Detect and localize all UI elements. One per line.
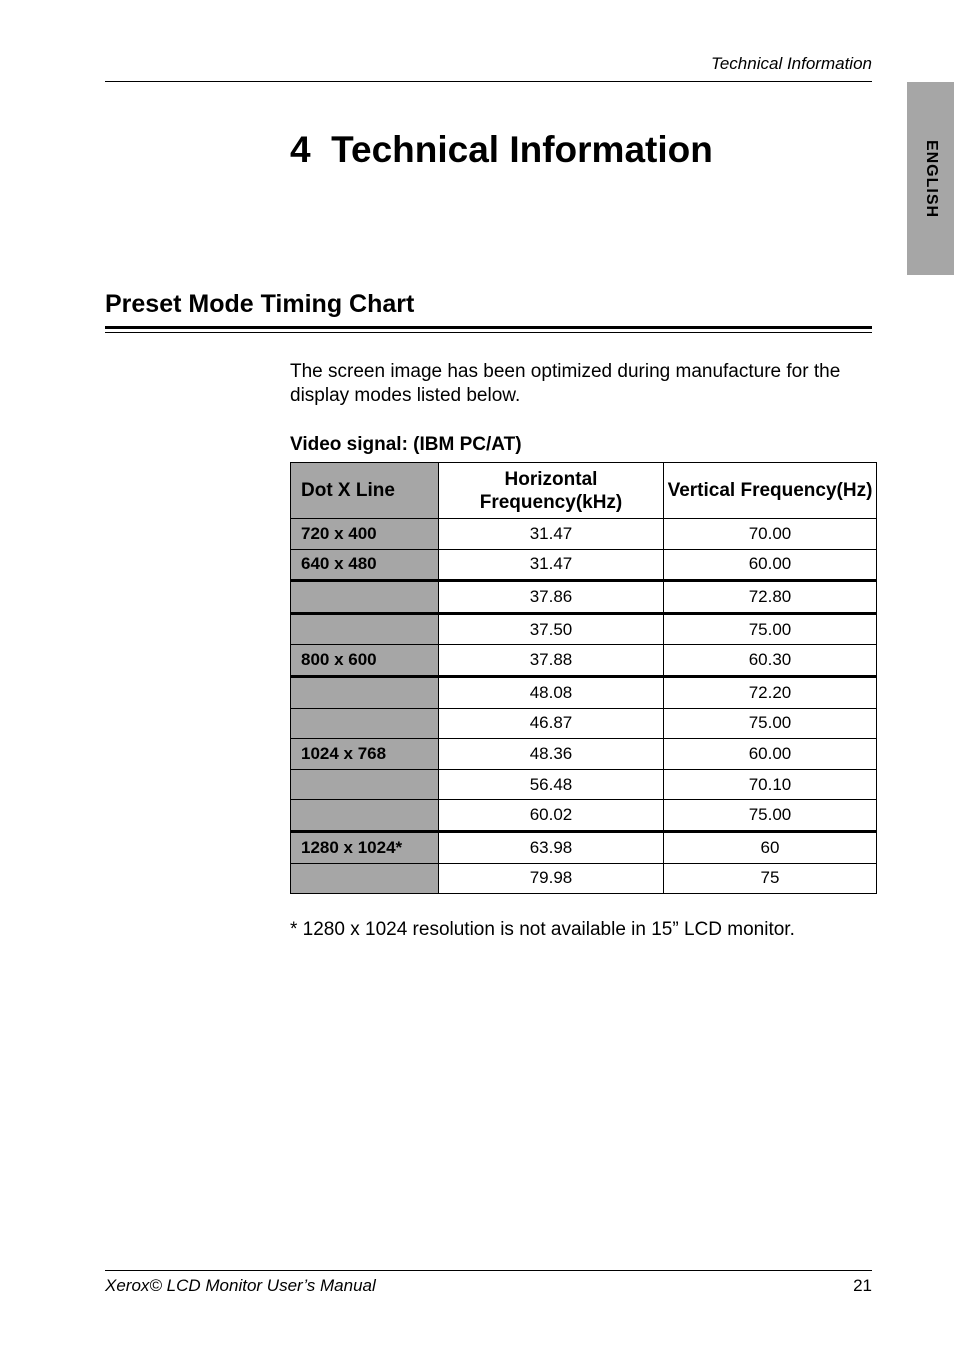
vertical-frequency-cell: 70.00: [664, 519, 877, 550]
column-header-horizontal: Horizontal Frequency(kHz): [439, 463, 664, 519]
timing-table-body: [291, 519, 877, 894]
language-tab-label: ENGLISH: [922, 139, 940, 218]
footer-manual-title: Xerox© LCD Monitor User’s Manual: [105, 1276, 376, 1295]
dot-cell: [291, 581, 439, 614]
table-row: [291, 831, 877, 863]
dot-cell: 1280 x 1024*: [291, 831, 439, 863]
table-row: [291, 676, 877, 708]
vertical-frequency-cell: 60.00: [664, 549, 877, 581]
vertical-frequency-cell: 60: [664, 831, 877, 863]
table-row: [291, 581, 877, 614]
vertical-frequency-cell: 75: [664, 863, 877, 894]
vertical-frequency-cell: 75.00: [664, 708, 877, 739]
dot-cell: [291, 613, 439, 645]
table-row: [291, 613, 877, 645]
table-row: [291, 519, 877, 550]
dot-cell: 1024 x 768: [291, 739, 439, 770]
horizontal-frequency-cell: 48.36: [439, 739, 664, 770]
horizontal-frequency-cell: 37.88: [439, 645, 664, 677]
table-row: [291, 800, 877, 832]
horizontal-frequency-cell: 46.87: [439, 708, 664, 739]
horizontal-frequency-cell: 60.02: [439, 800, 664, 832]
language-tab: [907, 82, 954, 275]
timing-table: [290, 462, 877, 894]
dot-cell: 720 x 400: [291, 519, 439, 550]
dot-cell: 800 x 600: [291, 645, 439, 677]
column-header-vertical: Vertical Frequency(Hz): [664, 463, 877, 519]
intro-paragraph: The screen image has been optimized during manufacture for the display modes listed below.: [290, 361, 841, 406]
section-rule-thick: [105, 326, 872, 329]
vertical-frequency-cell: 60.30: [664, 645, 877, 677]
table-row: [291, 863, 877, 894]
table-row: [291, 708, 877, 739]
footer-rule: [105, 1270, 872, 1271]
footnote: * 1280 x 1024 resolution is not available in 15” LCD monitor.: [290, 919, 795, 940]
horizontal-frequency-cell: 37.50: [439, 613, 664, 645]
horizontal-frequency-cell: 63.98: [439, 831, 664, 863]
table-row: [291, 549, 877, 581]
chapter-title: 4 Technical Information: [290, 129, 713, 170]
column-header-dot: Dot X Line: [291, 463, 439, 519]
section-rule-thin: [105, 332, 872, 333]
page-number: 21: [853, 1276, 872, 1295]
vertical-frequency-cell: 72.80: [664, 581, 877, 614]
dot-cell: [291, 708, 439, 739]
table-header-row: [291, 463, 877, 519]
horizontal-frequency-cell: 79.98: [439, 863, 664, 894]
dot-cell: [291, 863, 439, 894]
dot-cell: [291, 800, 439, 832]
horizontal-frequency-cell: 56.48: [439, 769, 664, 800]
horizontal-frequency-cell: 31.47: [439, 519, 664, 550]
dot-cell: [291, 769, 439, 800]
horizontal-frequency-cell: 37.86: [439, 581, 664, 614]
vertical-frequency-cell: 70.10: [664, 769, 877, 800]
table-row: [291, 769, 877, 800]
vertical-frequency-cell: 72.20: [664, 676, 877, 708]
running-header: Technical Information: [711, 54, 872, 73]
table-row: [291, 739, 877, 770]
vertical-frequency-cell: 75.00: [664, 613, 877, 645]
dot-cell: 640 x 480: [291, 549, 439, 581]
section-title: Preset Mode Timing Chart: [105, 290, 415, 318]
vertical-frequency-cell: 75.00: [664, 800, 877, 832]
horizontal-frequency-cell: 31.47: [439, 549, 664, 581]
dot-cell: [291, 676, 439, 708]
table-caption: Video signal: (IBM PC/AT): [290, 434, 522, 455]
table-row: [291, 645, 877, 677]
horizontal-frequency-cell: 48.08: [439, 676, 664, 708]
header-rule: [105, 81, 872, 82]
vertical-frequency-cell: 60.00: [664, 739, 877, 770]
